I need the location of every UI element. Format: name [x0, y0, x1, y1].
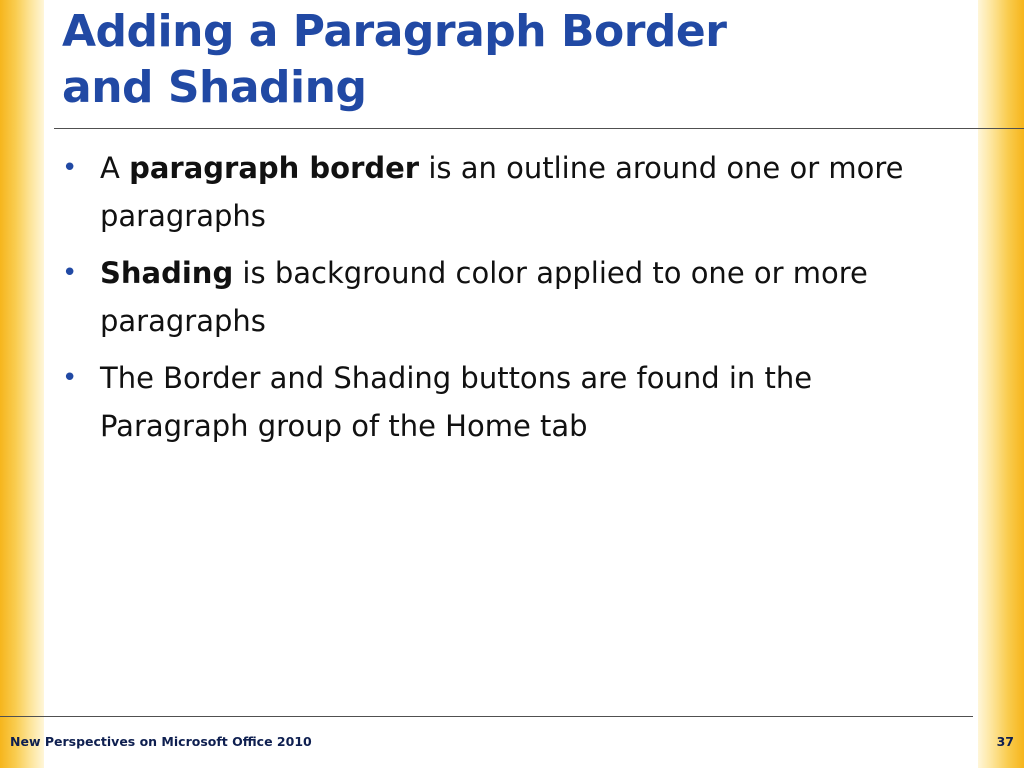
bullet-3-text-pre: The Border and Shading buttons are found in the Paragraph group of the Home tab — [100, 361, 813, 443]
right-decorative-band — [978, 0, 1024, 768]
slide-title-line-1: Adding a Paragraph Border — [62, 6, 727, 57]
slide-title-line-2: and Shading — [62, 62, 367, 113]
slide-title — [62, 4, 726, 116]
bullet-2-text-bold: Shading — [100, 256, 234, 290]
bullet-item-2 — [62, 249, 962, 345]
bullet-2-text-post: is background color applied to one or more paragraphs — [100, 256, 868, 338]
bullet-dot-icon: • — [62, 363, 78, 393]
bullet-1-text-pre: A — [100, 151, 130, 185]
left-decorative-band — [0, 0, 44, 768]
title-divider — [54, 128, 1024, 129]
bullet-list — [62, 144, 962, 459]
bullet-1-text-bold: paragraph border — [129, 151, 420, 185]
bullet-dot-icon: • — [62, 258, 78, 288]
bullet-item-3 — [62, 354, 962, 450]
footer-course-title: New Perspectives on Microsoft Office 2010 — [10, 734, 312, 749]
bullet-1-text-post: is an outline around one or more paragraphs — [100, 151, 904, 233]
bullet-item-1 — [62, 144, 962, 240]
footer-divider — [0, 716, 973, 717]
slide-page-number: 37 — [996, 734, 1014, 749]
bullet-dot-icon: • — [62, 153, 78, 183]
